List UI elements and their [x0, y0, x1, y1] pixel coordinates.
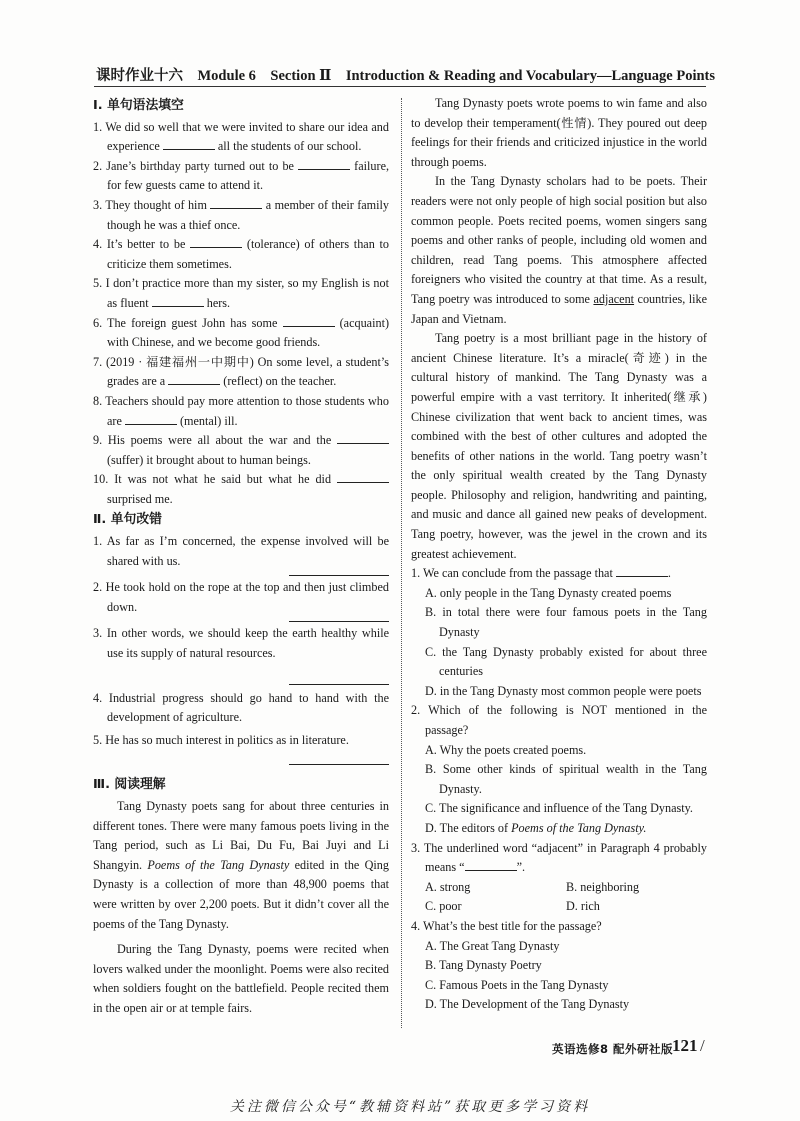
option[interactable]: C. the Tang Dynasty probably existed for about three centuries	[425, 644, 707, 679]
book-label: 英语选修8 配外研社版	[552, 1042, 674, 1056]
question-4: 4. What’s the best title for the passage? A. The Great Tang Dynasty B. Tang Dynasty Poetry C. Famous Poets in the Tang Dynasty D. The Development of the Tang Dynasty	[411, 917, 707, 1015]
option[interactable]: B. Tang Dynasty Poetry	[425, 958, 542, 973]
section1-title: Ⅰ. 单句语法填空	[93, 98, 184, 113]
answer-blank[interactable]	[163, 137, 215, 150]
fill-question: 6. The foreign guest John has some (acquaint) with Chinese, and we become good friends.	[93, 315, 390, 350]
page-slash: /	[700, 1036, 705, 1055]
option[interactable]: C. poor	[425, 899, 462, 914]
question-1: 1. We can conclude from the passage that . A. only people in the Tang Dynasty created poems B. in total there were four famous poets in the Tang Dynasty C. the Tang Dynasty probably existed for about three centuries D. in the Tang Dynasty most common people were poets	[411, 564, 707, 701]
option[interactable]: B. in total there were four famous poets in the Tang Dynasty	[425, 605, 707, 640]
option[interactable]: B. neighboring	[566, 879, 640, 894]
answer-blank[interactable]	[465, 858, 517, 871]
page-header: 课时作业十六 Module 6 Section Ⅱ Introduction & Reading and Vocabulary—Language Points	[96, 68, 716, 84]
passage-paragraph-4: In the Tang Dynasty scholars had to be poets. Their readers were not only people of high social position but also common people. Poets recited poems, women singers sang poems and other ranks of people, including old women and children, read Tang poems. This atmosphere affected foreigners who visited the country at that time. As a result, Tang poetry was introduced to some adjacent countries, like Japan and Vietnam.	[411, 174, 708, 326]
answer-blank[interactable]	[616, 564, 668, 577]
promo-banner: 关注微信公众号“教辅资料站”获取更多学习资料	[229, 1099, 591, 1115]
answer-blank[interactable]	[210, 196, 262, 209]
passage-paragraph-5: Tang poetry is a most brilliant page in the history of ancient Chinese literature. It’s a miracle(奇迹) in the cultural history of mankind. The Tang Dynasty was a powerful empire with a vast territory. It inherited(继承) Chinese civilization that went back to ancient times, was combined with the best of other cultures and adopted the benefits of other nations in the world. Tang poetry wasn’t the only spiritual wealth created by the Tang Dynasty people. Philosophy and religion, handwriting and painting, and music and dance all gained new peaks of development. Tang poetry, however, was the jewel in the crown and its greatest achievement.	[411, 331, 707, 561]
option[interactable]: A. strong	[425, 879, 471, 894]
fill-question: 2. Jane’s birthday party turned out to be failure, for few guests came to attend it.	[93, 158, 390, 193]
answer-blank[interactable]	[125, 412, 177, 425]
option[interactable]: D. in the Tang Dynasty most common people were poets	[425, 683, 702, 698]
option[interactable]: B. Some other kinds of spiritual wealth in the Tang Dynasty.	[425, 762, 707, 796]
answer-blank[interactable]	[168, 372, 220, 385]
correction-item: 5. He has so much interest in politics as in literature.	[93, 732, 349, 747]
right-column	[411, 94, 707, 1015]
option[interactable]: C. Famous Poets in the Tang Dynasty	[425, 977, 609, 992]
answer-blank[interactable]	[298, 157, 350, 170]
fill-question: 7. (2019 · 福建福州一中期中) On some level, a student’s grades are a (reflect) on the teacher.	[93, 354, 389, 389]
correction-item: 4. Industrial progress should go hand to hand with the development of agriculture.	[93, 690, 389, 725]
answer-blank[interactable]	[152, 294, 204, 307]
underlined-word: adjacent	[593, 291, 635, 306]
option[interactable]: D. The editors of Poems of the Tang Dynasty.	[425, 820, 647, 835]
correction-item: 1. As far as I’m concerned, the expense involved will be shared with us.	[93, 534, 389, 568]
option[interactable]: D. rich	[566, 899, 600, 914]
option[interactable]: A. Why the poets created poems.	[425, 742, 587, 757]
option[interactable]: A. only people in the Tang Dynasty created poems	[425, 585, 672, 600]
page-number: 121	[672, 1036, 698, 1055]
section2-title: Ⅱ. 单句改错	[93, 512, 162, 528]
answer-line[interactable]	[289, 682, 389, 685]
passage-paragraph-2: During the Tang Dynasty, poems were recited when lovers walked under the moonlight. Poems were also recited when soldiers fought on the battlefield. People recited them in the open air or at temple fairs.	[93, 942, 389, 1015]
passage-paragraph-1: Tang Dynasty poets sang for about three centuries in different tones. There were many famous poets living in the Tang period, such as Li Bai, Du Fu, Bai Juyi and Li Shangyin. Poems of the Tang Dynasty edited in the Qing Dynasty is a collection of more than 48,900 poems that were written by over 2,200 poets. But it didn’t cover all the poems of the Tang Dynasty.	[93, 799, 389, 931]
left-column	[93, 94, 389, 1019]
fill-question: 3. They thought of him a member of their family though he was a thief once.	[93, 197, 390, 232]
correction-item: 2. He took hold on the rope at the top and then just climbed down.	[93, 580, 389, 614]
fill-question: 5. I don’t practice more than my sister, so my English is not as fluent hers.	[93, 276, 389, 310]
option[interactable]: A. The Great Tang Dynasty	[425, 938, 560, 953]
section1-questions	[93, 118, 389, 510]
answer-blank[interactable]	[283, 314, 335, 327]
answer-blank[interactable]	[337, 431, 389, 444]
fill-question: 8. Teachers should pay more attention to those students who are (mental) ill.	[93, 393, 389, 428]
answer-line[interactable]	[289, 762, 389, 765]
answer-line[interactable]	[289, 573, 389, 576]
answer-blank[interactable]	[337, 470, 389, 483]
section3-title: Ⅲ. 阅读理解	[93, 777, 166, 793]
question-3: 3. The underlined word “adjacent” in Paragraph 4 probably means “ ”. A. strong B. neighboring C. poor D. rich	[411, 839, 707, 917]
option[interactable]: C. The significance and influence of the Tang Dynasty.	[425, 801, 693, 816]
correction-item: 3. In other words, we should keep the earth healthy while use its supply of natural resources.	[93, 626, 389, 661]
fill-question: 4. It’s better to be (tolerance) of others than to criticize them sometimes.	[93, 237, 390, 271]
column-divider	[401, 98, 402, 1028]
answer-line[interactable]	[289, 619, 389, 622]
question-2: 2. Which of the following is NOT mentioned in the passage? A. Why the poets created poems. B. Some other kinds of spiritual wealth in the Tang Dynasty. C. The significance and influence of the Tang Dynasty. D. The editors of Poems of the Tang Dynasty.	[411, 701, 707, 838]
answer-blank[interactable]	[190, 235, 242, 248]
option[interactable]: D. The Development of the Tang Dynasty	[425, 997, 630, 1012]
fill-question: 1. We did so well that we were invited to share our idea and experience all the students of our school.	[93, 119, 389, 154]
fill-question: 9. His poems were all about the war and the (suffer) it brought about to human beings.	[93, 431, 389, 470]
fill-question: 10. It was not what he said but what he did surprised me.	[93, 470, 389, 509]
header-rule	[94, 86, 706, 87]
section2-questions	[93, 532, 389, 765]
passage-paragraph-3: Tang Dynasty poets wrote poems to win fame and also to develop their temperament(性情). They poured out deep feelings for their friends and criticized injustice in the world through poems.	[411, 96, 707, 169]
